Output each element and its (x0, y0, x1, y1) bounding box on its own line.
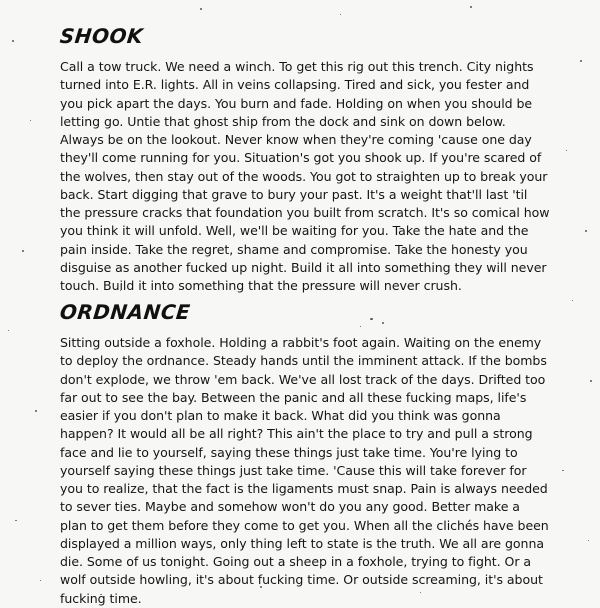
song-shook (60, 26, 550, 295)
song-ordnance (60, 302, 550, 608)
song-lyrics: Sitting outside a foxhole. Holding a rabbit's foot again. Waiting on the enemy to deploy the ordnance. Steady hands until the imminent attack. If the bombs don't explode, we throw 'em back. We've all lost track of the days. Drifted too far out to see the bay. Between the panic and all these fucking maps, life's easier if you don't plan to make it back. What did you think was gonna happen? It would all be all right? This ain't the place to try and pull a strong face and lie to yourself, saying these things just take time. You're lying to yourself saying these things just take time. 'Cause this will take forever for you to realize, that the fact is the ligaments must snap. Pain is always needed to sever ties. Maybe and somehow won't do you any good. Better make a plan to get them before they come to get you. When all the clichés have been displayed a million ways, only thing left to state is the truth. We all are gonna die. Some of us tonight. Going out a sheep in a foxhole, trying to fight. Or a wolf outside howling, it's about fucking time. Or outside screaming, it's about fucking time. (60, 335, 549, 606)
song-lyrics: Call a tow truck. We need a winch. To get this rig out this trench. City nights turned into E.R. lights. All in veins collapsing. Tired and sick, you fester and you pick apart the days. You burn and fade. Holding on when you should be letting go. Untie that ghost ship from the dock and sink on down below. Always be on the lookout. Never know when they're coming 'cause one day they'll come running for you. Situation's got you shook up. If you're scared of the wolves, then stay out of the woods. You got to straighten up to break your back. Start digging that grave to bury your past. It's a weight that'll last 'til the pressure cracks that foundation you built from scratch. It's so comical how you think it will unfold. Well, we'll be waiting for you. Take the hate and the pain inside. Take the regret, shame and compromise. Take the honesty you disguise as another fucked up night. Build it all into something they will never touch. Build it into something that the pressure will never crush. (60, 59, 550, 293)
song-title: ORDNANCE (58, 300, 192, 324)
song-title: SHOOK (58, 24, 145, 48)
